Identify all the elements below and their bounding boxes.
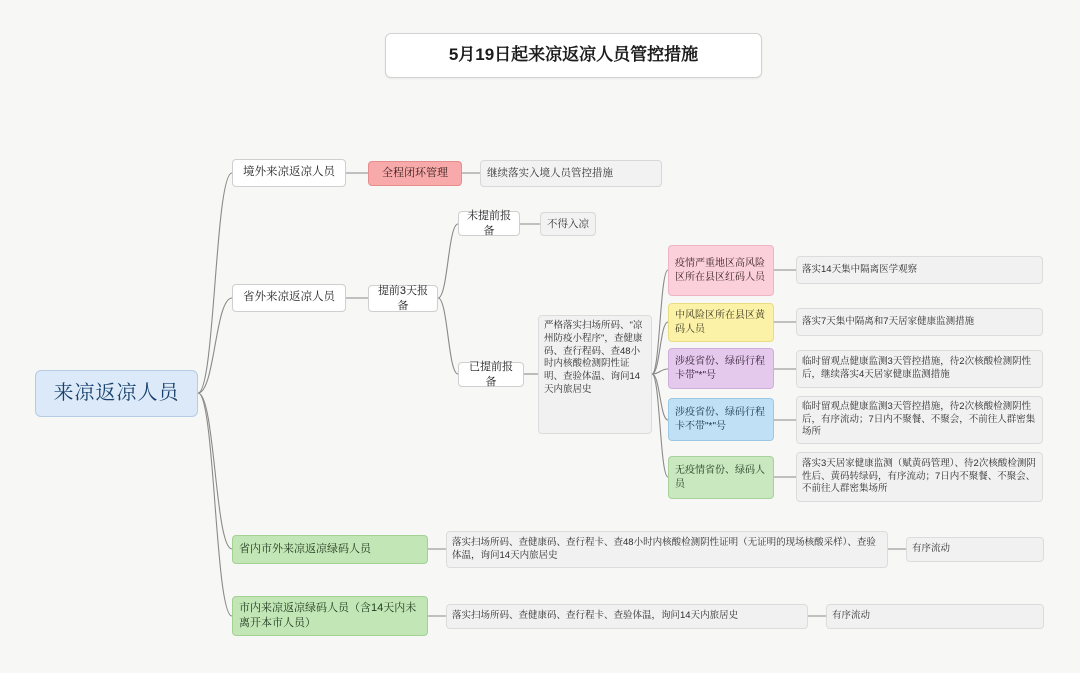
- node-category-epidemic-province-no-star[interactable]: 涉疫省份、绿码行程卡不带"*"号: [668, 398, 774, 441]
- node-measure-epidemic-province-star[interactable]: 临时留观点健康监测3天管控措施，待2次核酸检测阴性后，继续落实4天居家健康监测措施: [796, 350, 1043, 388]
- node-in-city-requirements[interactable]: 落实扫场所码、查健康码、查行程卡、查验体温，询问14天内旅居史: [446, 604, 808, 629]
- node-in-province-requirements[interactable]: 落实扫场所码、查健康码、查行程卡、查48小时内核酸检测阴性证明（无证明的现场核酸采样）、查验体温，询问14天内旅居史: [446, 531, 888, 568]
- node-overseas-detail[interactable]: 继续落实入境人员管控措施: [480, 160, 662, 187]
- node-measure-high-risk-red-code[interactable]: 落实14天集中隔离医学观察: [796, 256, 1043, 284]
- node-overseas-closed-loop[interactable]: 全程闭环管理: [368, 161, 462, 186]
- node-reported-requirements[interactable]: 严格落实扫场所码、"凉州防疫小程序"，查健康码、查行程码、查48小时内核酸检测阴性证明、查验体温、询问14天内旅居史: [538, 315, 652, 434]
- node-in-city-result[interactable]: 有序流动: [826, 604, 1044, 629]
- node-out-of-province-arrivals[interactable]: 省外来凉返凉人员: [232, 284, 346, 312]
- node-overseas-arrivals[interactable]: 境外来凉返凉人员: [232, 159, 346, 187]
- diagram-title: 5月19日起来凉返凉人员管控措施: [385, 33, 762, 78]
- node-category-medium-risk-yellow-code[interactable]: 中风险区所在县区黄码人员: [668, 303, 774, 342]
- node-not-reported-result[interactable]: 不得入凉: [540, 212, 596, 236]
- node-category-epidemic-province-star[interactable]: 涉疫省份、绿码行程卡带"*"号: [668, 348, 774, 389]
- node-category-no-epidemic-green-code[interactable]: 无疫情省份、绿码人员: [668, 456, 774, 499]
- node-in-province-result[interactable]: 有序流动: [906, 537, 1044, 562]
- node-measure-no-epidemic-green-code[interactable]: 落实3天居家健康监测（赋黄码管理）、待2次核酸检测阴性后、黄码转绿码，有序流动；7日内不聚餐、不聚会、不前往人群密集场所: [796, 452, 1043, 502]
- node-in-city-green-code[interactable]: 市内来凉返凉绿码人员（含14天内未离开本市人员）: [232, 596, 428, 636]
- node-measure-medium-risk-yellow-code[interactable]: 落实7天集中隔离和7天居家健康监测措施: [796, 308, 1043, 336]
- root-node[interactable]: 来凉返凉人员: [35, 370, 198, 417]
- node-not-reported[interactable]: 未提前报备: [458, 211, 520, 236]
- node-measure-epidemic-province-no-star[interactable]: 临时留观点健康监测3天管控措施，待2次核酸检测阴性后，有序流动；7日内不聚餐、不聚会，不前往人群密集场所: [796, 396, 1043, 444]
- node-in-province-green-code[interactable]: 省内市外来凉返凉绿码人员: [232, 535, 428, 564]
- node-report-3-days-ahead[interactable]: 提前3天报备: [368, 285, 438, 312]
- node-already-reported[interactable]: 已提前报备: [458, 362, 524, 387]
- node-category-high-risk-red-code[interactable]: 疫情严重地区高风险区所在县区红码人员: [668, 245, 774, 296]
